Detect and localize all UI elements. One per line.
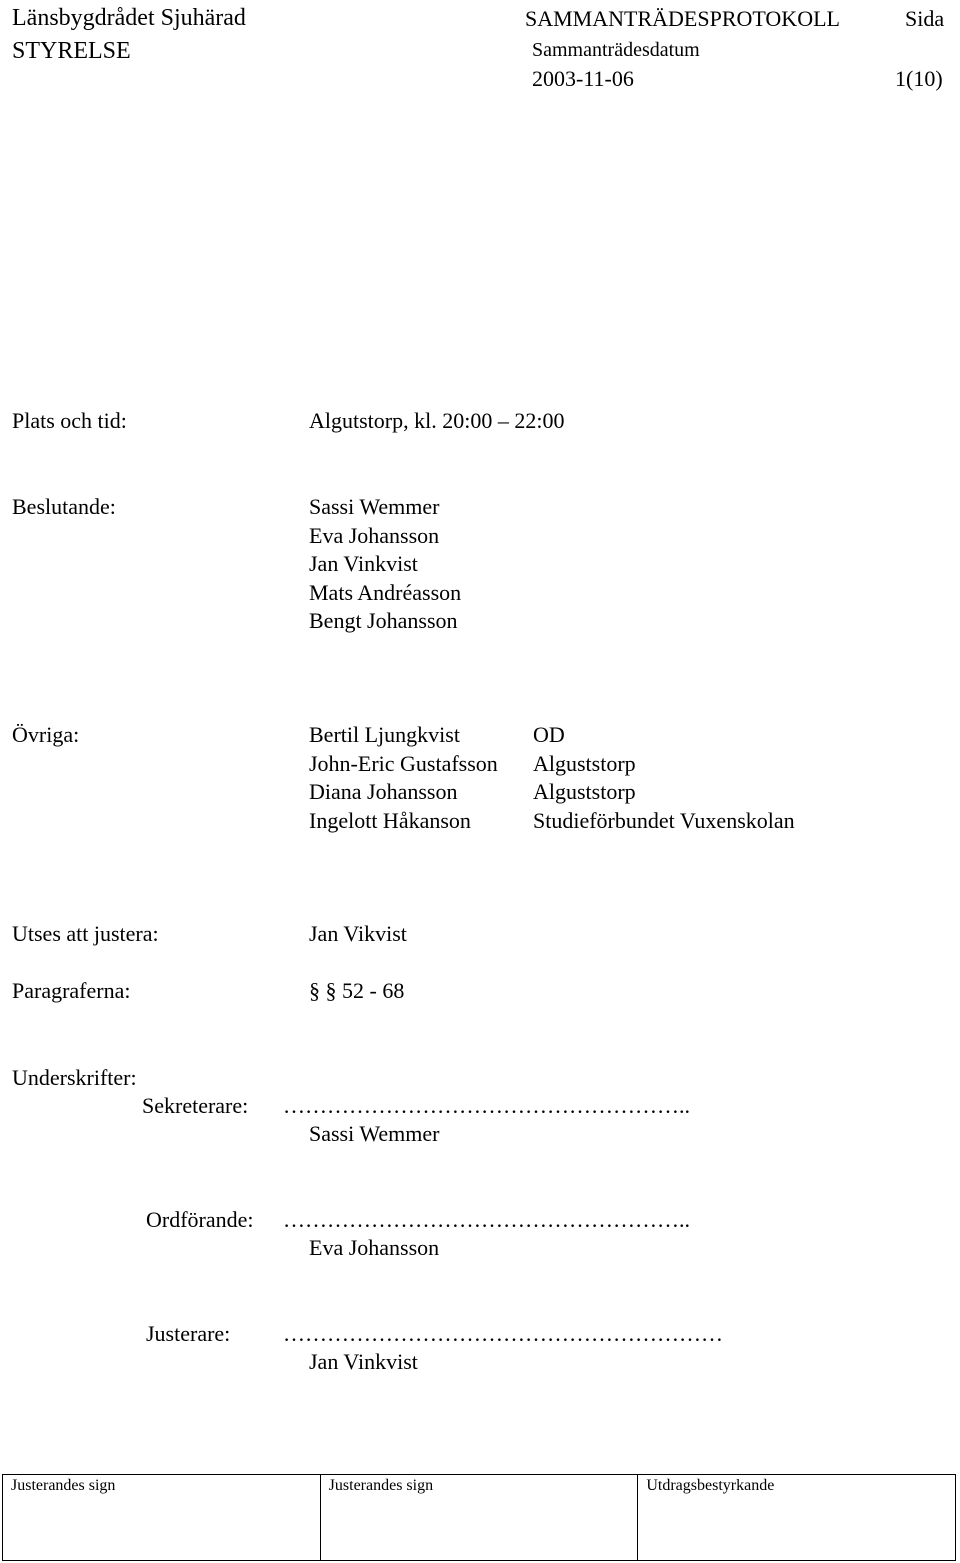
other-org: Alguststorp <box>533 779 636 804</box>
other-name: Ingelott Håkanson <box>309 807 471 833</box>
meeting-date: 2003-11-06 <box>532 66 634 91</box>
org-name: Länsbygdrådet Sjuhärad <box>12 5 246 31</box>
chair-label: Ordförande: <box>146 1207 254 1232</box>
adjuster-signature-line: …………………………………………………… <box>283 1321 723 1346</box>
place-value: Algutstorp, kl. 20:00 – 22:00 <box>309 408 565 433</box>
signatures-label: Underskrifter: <box>12 1065 137 1090</box>
member: Bengt Johansson <box>309 608 458 633</box>
org-body: STYRELSE <box>12 38 131 64</box>
decision-label: Beslutande: <box>12 494 116 519</box>
paragraphs-value: § § 52 - 68 <box>309 978 405 1003</box>
member: Mats Andréasson <box>309 579 462 605</box>
other-name: Bertil Ljungkvist <box>309 722 460 747</box>
date-label: Sammanträdesdatum <box>532 39 700 61</box>
paragraphs-label: Paragraferna: <box>12 978 131 1003</box>
header-org-block <box>12 2 246 68</box>
adjuster-name: Jan Vinkvist <box>309 1349 418 1374</box>
adjuster-label: Justerare: <box>146 1321 231 1346</box>
secretary-label: Sekreterare: <box>142 1093 249 1118</box>
other-org: OD <box>533 722 565 747</box>
secretary-signature-line: ……………………………………………….. <box>283 1093 690 1118</box>
footer-cell-adjuster-sign-1: Justerandes sign <box>3 1475 321 1560</box>
member: Eva Johansson <box>309 522 440 548</box>
chair-signature-line: ……………………………………………….. <box>283 1207 690 1232</box>
secretary-name: Sassi Wemmer <box>309 1121 440 1146</box>
decision-members <box>309 493 461 636</box>
other-name: Diana Johansson <box>309 779 458 804</box>
adjust-value: Jan Vikvist <box>309 921 407 946</box>
other-row <box>309 721 795 750</box>
footer-cell-certification: Utdragsbestyrkande <box>646 1477 775 1494</box>
other-row <box>309 778 795 807</box>
other-name: John-Eric Gustafsson <box>309 750 498 776</box>
place-label: Plats och tid: <box>12 408 127 433</box>
footer-sign-table <box>2 1474 956 1561</box>
others-list <box>309 721 795 835</box>
other-row <box>309 750 795 779</box>
other-org: Studieförbundet Vuxenskolan <box>533 807 795 833</box>
page-number: 1(10) <box>895 66 943 91</box>
others-label: Övriga: <box>12 722 80 747</box>
other-org: Alguststorp <box>533 750 636 776</box>
page-label: Sida <box>905 6 945 31</box>
chair-name: Eva Johansson <box>309 1235 440 1260</box>
doc-type: SAMMANTRÄDESPROTOKOLL <box>525 6 840 31</box>
member: Jan Vinkvist <box>309 551 418 576</box>
footer-cell-adjuster-sign-2: Justerandes sign <box>321 1475 639 1560</box>
adjust-label: Utses att justera: <box>12 921 159 946</box>
other-row <box>309 807 795 836</box>
member: Sassi Wemmer <box>309 494 440 519</box>
